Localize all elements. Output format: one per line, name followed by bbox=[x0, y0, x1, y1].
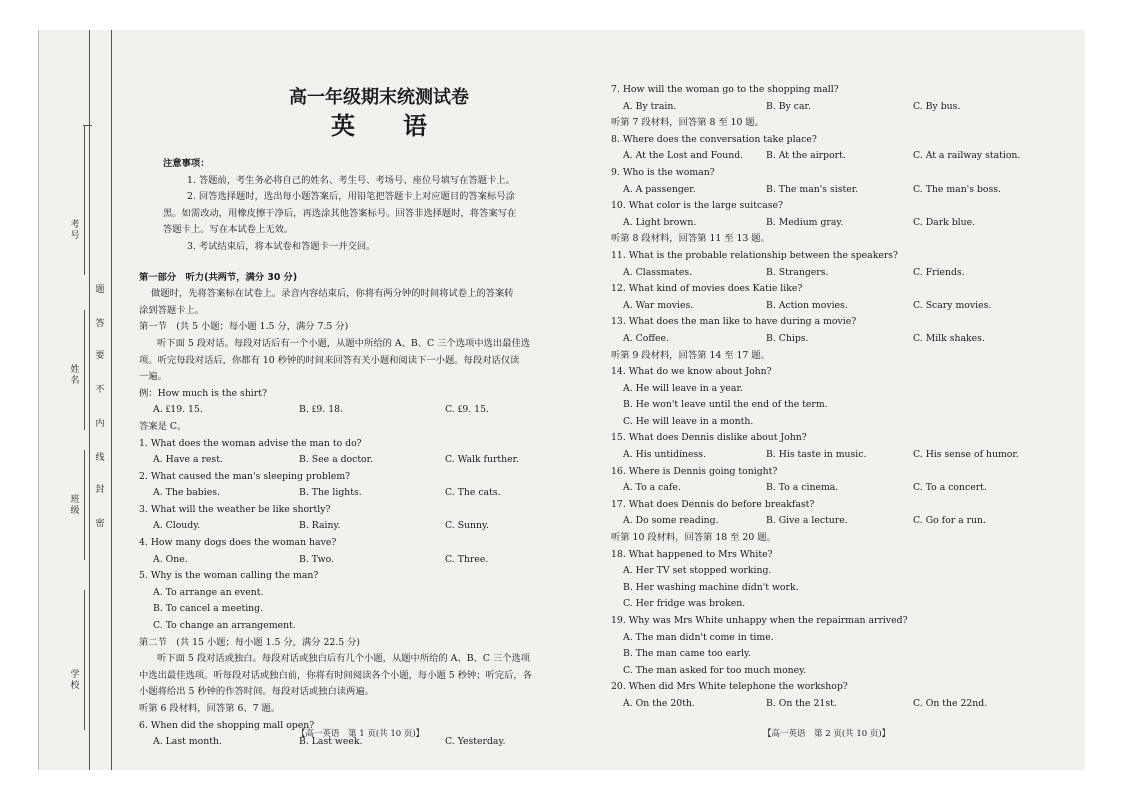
option: B. Her washing machine didn't work. bbox=[623, 581, 799, 593]
seal-char: 封 bbox=[95, 485, 105, 495]
option: A. The babies. bbox=[153, 487, 220, 499]
question: 20. When did Mrs White telephone the workshop? bbox=[611, 681, 848, 693]
exam-sheet bbox=[38, 30, 1085, 770]
option: B. The man came too early. bbox=[623, 648, 752, 660]
option: B. The man's sister. bbox=[766, 183, 859, 195]
material-heading: 听第 8 段材料，回答第 11 至 13 题。 bbox=[611, 233, 770, 245]
notice-item: 3. 考试结束后，将本试卷和答题卡一并交回。 bbox=[187, 240, 376, 252]
notice-item: 1. 答题前，考生务必将自己的姓名、考生号、考场号、座位号填写在答题卡上。 bbox=[187, 174, 515, 186]
option: A. Cloudy. bbox=[153, 520, 201, 532]
school-label: 学校 bbox=[70, 670, 80, 691]
student-name-label: 姓名 bbox=[70, 365, 80, 386]
material-heading: 听第 10 段材料，回答第 18 至 20 题。 bbox=[611, 532, 776, 544]
option: B. See a doctor. bbox=[299, 454, 374, 466]
notice-item: 2. 回答选择题时，选出每小题答案后，用铅笔把答题卡上对应题目的答案标号涂 bbox=[187, 191, 515, 203]
option: A. Coffee. bbox=[623, 332, 669, 344]
option: C. By bus. bbox=[913, 100, 961, 112]
option: B. Two. bbox=[299, 553, 334, 565]
part-heading: 第一部分 听力(共两节，满分 30 分) bbox=[139, 271, 298, 283]
question: 18. What happened to Mrs White? bbox=[611, 548, 773, 560]
option: A. Last month. bbox=[153, 736, 222, 748]
option: C. To change an arrangement. bbox=[153, 620, 296, 632]
option: B. Chips. bbox=[766, 332, 809, 344]
seal-char: 答 bbox=[95, 319, 105, 329]
option: C. ₤9. 15. bbox=[445, 404, 489, 416]
option: A. To a cafe. bbox=[623, 482, 681, 494]
option: A. A passenger. bbox=[623, 183, 696, 195]
option: B. Rainy. bbox=[299, 520, 341, 532]
instruction-text: 一遍。 bbox=[139, 371, 167, 383]
option: A. To arrange an event. bbox=[153, 586, 264, 598]
page-2 bbox=[611, 82, 1071, 713]
binding-line-inner bbox=[111, 30, 112, 770]
option: A. By train. bbox=[623, 100, 677, 112]
material-heading: 听第 7 段材料，回答第 8 至 10 题。 bbox=[611, 117, 764, 129]
option: B. At the airport. bbox=[766, 150, 846, 162]
option: B. Medium gray. bbox=[766, 216, 844, 228]
option: A. War movies. bbox=[623, 299, 694, 311]
subject-title: 英 语 bbox=[331, 112, 427, 140]
question: 9. Who is the woman? bbox=[611, 166, 715, 178]
notice-item: 答题卡上。写在本试卷上无效。 bbox=[163, 224, 294, 236]
instruction-text: 中选出最佳选项。听每段对话或独白前，你将有时间阅读各个小题，每小题 5 秒钟；听完后，各 bbox=[139, 669, 532, 681]
exam-number-label: 考号 bbox=[70, 220, 80, 241]
option: A. Her TV set stopped working. bbox=[623, 565, 772, 577]
instruction-text: 小题将给出 5 秒钟的作答时间。每段对话或独白读两遍。 bbox=[139, 686, 374, 698]
seal-char: 内 bbox=[95, 419, 105, 429]
question: 3. What will the weather be like shortly? bbox=[139, 503, 331, 515]
question: 8. Where does the conversation take place? bbox=[611, 133, 817, 145]
option: B. Give a lecture. bbox=[766, 515, 848, 527]
question: 2. What caused the man's sleeping problem? bbox=[139, 470, 351, 482]
option: C. Walk further. bbox=[445, 454, 520, 466]
option: C. Her fridge was broken. bbox=[623, 598, 746, 610]
option: A. Have a rest. bbox=[153, 454, 223, 466]
question: 4. How many dogs does the woman have? bbox=[139, 537, 337, 549]
class-label: 班级 bbox=[70, 495, 80, 516]
option: C. Scary movies. bbox=[913, 299, 992, 311]
seal-char: 密 bbox=[95, 519, 105, 529]
option: A. The man didn't come in time. bbox=[623, 631, 774, 643]
class-field[interactable] bbox=[84, 450, 85, 560]
option: B. ₤9. 18. bbox=[299, 404, 344, 416]
option: C. He will leave in a month. bbox=[623, 415, 754, 427]
option: C. The man asked for too much money. bbox=[623, 664, 807, 676]
binding-line-outer bbox=[89, 30, 90, 770]
option: B. On the 21st. bbox=[766, 697, 837, 709]
question: 13. What does the man like to have during a movie? bbox=[611, 316, 857, 328]
notice-heading: 注意事项： bbox=[163, 158, 210, 169]
option: C. Yesterday. bbox=[445, 736, 506, 748]
option: A. His untidiness. bbox=[623, 449, 707, 461]
instruction-text: 听下面 5 段对话。每段对话后有一个小题，从题中所给的 A、B、C 三个选项中选出最佳选 bbox=[157, 337, 531, 349]
instruction-text: 做题时，先将答案标在试卷上。录音内容结束后，你将有两分钟的时间将试卷上的答案转 bbox=[151, 288, 514, 300]
exam-title: 高一年级期末统测试卷 bbox=[289, 87, 469, 108]
material-heading: 听第 9 段材料，回答第 14 至 17 题。 bbox=[611, 349, 770, 361]
option: A. He will leave in a year. bbox=[623, 382, 743, 394]
option: B. By car. bbox=[766, 100, 811, 112]
instruction-text: 涂到答题卡上。 bbox=[139, 304, 205, 316]
seal-char: 线 bbox=[95, 453, 105, 463]
option: C. Dark blue. bbox=[913, 216, 976, 228]
option: B. The lights. bbox=[299, 487, 362, 499]
option: C. At a railway station. bbox=[913, 150, 1021, 162]
option: A. At the Lost and Found. bbox=[623, 150, 744, 162]
option: C. Milk shakes. bbox=[913, 332, 985, 344]
student-name-field[interactable] bbox=[84, 310, 85, 430]
option: B. Strangers. bbox=[766, 266, 829, 278]
question: 6. When did the shopping mall open? bbox=[139, 719, 315, 731]
option: A. Light brown. bbox=[623, 216, 697, 228]
option: C. Go for a run. bbox=[913, 515, 986, 527]
question: 17. What does Dennis do before breakfast? bbox=[611, 498, 815, 510]
exam-number-field[interactable] bbox=[84, 125, 85, 275]
question: 12. What kind of movies does Katie like? bbox=[611, 283, 803, 295]
option: B. To cancel a meeting. bbox=[153, 603, 264, 615]
question: 14. What do we know about John? bbox=[611, 366, 772, 378]
option: B. He won't leave until the end of the term. bbox=[623, 399, 828, 411]
notice-item: 黑。如需改动，用橡皮擦干净后，再选涂其他答案标号。回答非选择题时，将答案写在 bbox=[163, 207, 517, 219]
question: 16. Where is Dennis going tonight? bbox=[611, 465, 778, 477]
question: 10. What color is the large suitcase? bbox=[611, 200, 784, 212]
seal-char: 不 bbox=[95, 385, 105, 395]
question: 5. Why is the woman calling the man? bbox=[139, 570, 319, 582]
seal-char: 题 bbox=[95, 285, 105, 295]
question: 11. What is the probable relationship between the speakers? bbox=[611, 249, 899, 261]
example-answer: 答案是 C。 bbox=[139, 420, 187, 432]
option: C. The man's boss. bbox=[913, 183, 1002, 195]
question: 15. What does Dennis dislike about John? bbox=[611, 432, 807, 444]
question: 1. What does the woman advise the man to do? bbox=[139, 437, 362, 449]
option: A. Do some reading. bbox=[623, 515, 719, 527]
seal-char: 要 bbox=[95, 351, 105, 361]
option: A. On the 20th. bbox=[623, 697, 695, 709]
option: C. On the 22nd. bbox=[913, 697, 988, 709]
option: C. His sense of humor. bbox=[913, 449, 1019, 461]
question: 7. How will the woman go to the shopping mall? bbox=[611, 84, 839, 95]
option: C. To a concert. bbox=[913, 482, 987, 494]
example-question: 例：How much is the shirt? bbox=[139, 387, 267, 399]
option: C. Friends. bbox=[913, 266, 965, 278]
page-1 bbox=[139, 86, 579, 751]
option: B. To a cinema. bbox=[766, 482, 839, 494]
material-heading: 听第 6 段材料，回答第 6、7 题。 bbox=[139, 703, 281, 714]
option: C. Three. bbox=[445, 553, 489, 565]
school-field[interactable] bbox=[84, 590, 85, 730]
option: A. One. bbox=[153, 553, 188, 565]
option: B. Last week. bbox=[299, 736, 363, 748]
option: A. Classmates. bbox=[623, 266, 693, 278]
section-heading: 第一节 (共 5 小题；每小题 1.5 分，满分 7.5 分) bbox=[139, 321, 349, 333]
instruction-text: 项。听完每段对话后，你都有 10 秒钟的时间来回答有关小题和阅读下一小题。每段对话仅读 bbox=[139, 354, 520, 366]
option: A. ₤19. 15. bbox=[153, 404, 203, 416]
question: 19. Why was Mrs White unhappy when the repairman arrived? bbox=[611, 615, 908, 626]
option: B. His taste in music. bbox=[766, 449, 867, 461]
option: C. The cats. bbox=[445, 487, 501, 499]
section-heading: 第二节 (共 15 小题；每小题 1.5 分，满分 22.5 分) bbox=[139, 636, 361, 648]
page-footer: 【高一英语 第 1 页(共 10 页)】 bbox=[297, 729, 425, 739]
instruction-text: 听下面 5 段对话或独白。每段对话或独白后有几个小题，从题中所给的 A、B、C 三个选项 bbox=[157, 653, 531, 665]
page-footer: 【高一英语 第 2 页(共 10 页)】 bbox=[763, 729, 891, 739]
option: B. Action movies. bbox=[766, 299, 848, 311]
option: C. Sunny. bbox=[445, 520, 489, 532]
